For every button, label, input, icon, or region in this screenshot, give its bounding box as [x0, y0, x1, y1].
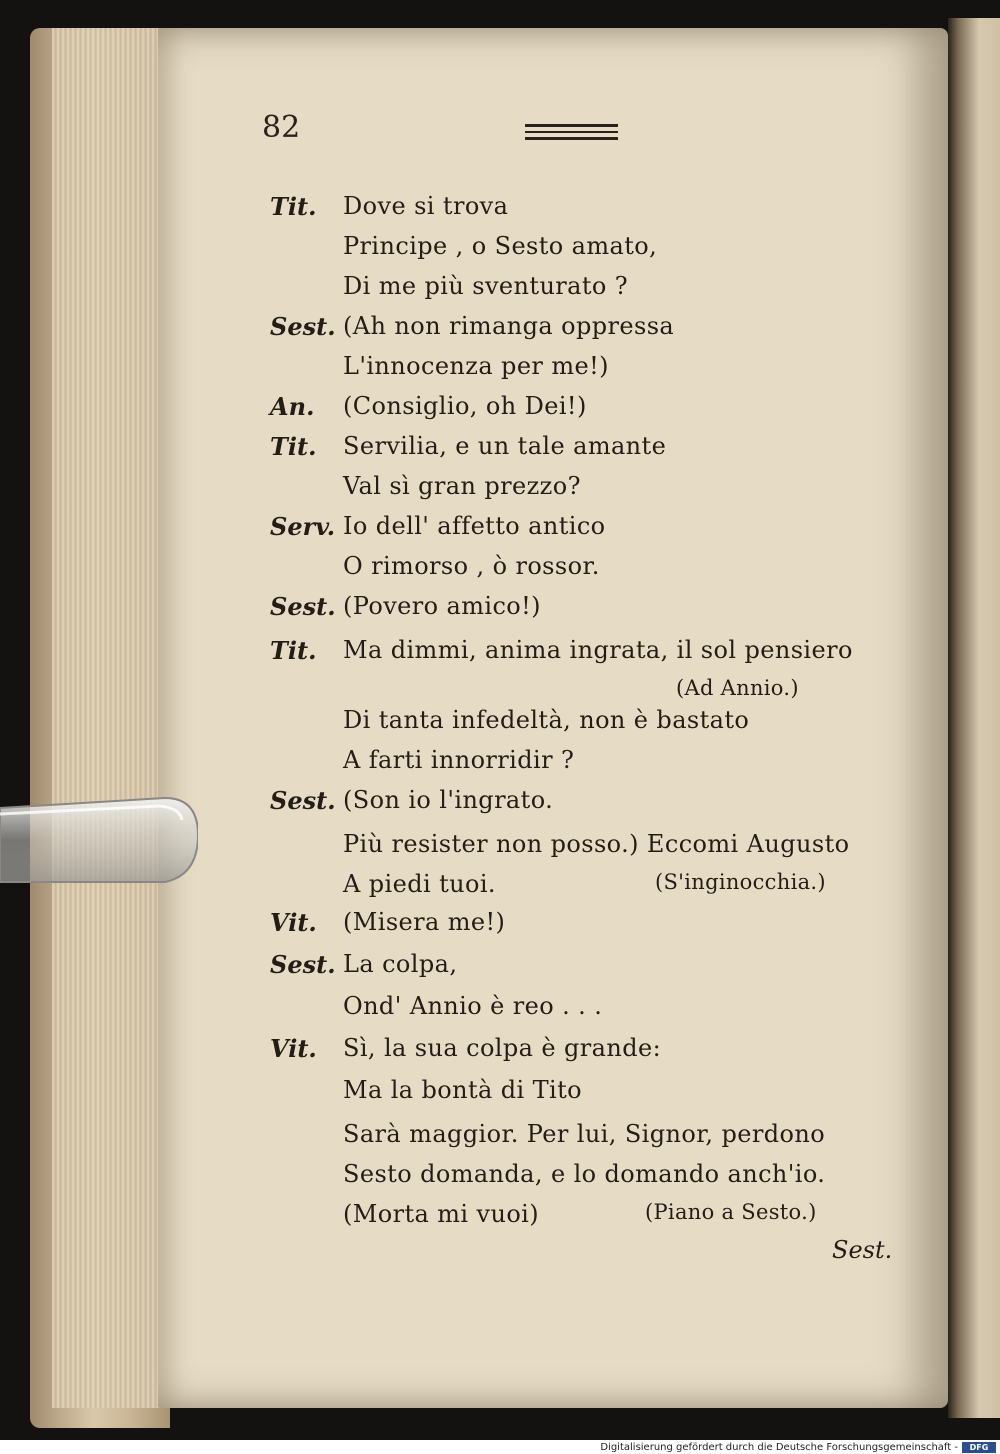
- speaker-name: Serv.: [270, 512, 336, 541]
- verse-text: A farti innorridir ?: [343, 746, 575, 774]
- header-rule: [525, 124, 618, 140]
- verse-text: Di me più sventurato ?: [343, 272, 629, 300]
- speaker-name: Vit.: [270, 908, 317, 937]
- dialogue-line: [0, 950, 948, 990]
- dialogue-line: [0, 552, 948, 592]
- verse-text: (Povero amico!): [343, 592, 541, 620]
- footer-credit: Digitalisierung gefördert durch die Deutsche Forschungsgemeinschaft -: [600, 1442, 958, 1453]
- stage-direction: (Ad Annio.): [676, 676, 799, 700]
- speaker-name: Vit.: [270, 1034, 317, 1063]
- dialogue-line: [0, 352, 948, 392]
- facing-page-edge: [948, 18, 1000, 1418]
- dialogue-line: [0, 786, 948, 826]
- dfg-logo: DFG: [962, 1442, 996, 1453]
- dialogue-line: [0, 432, 948, 472]
- dialogue-line: [0, 992, 948, 1032]
- verse-text: Più resister non posso.) Eccomi Augusto: [343, 830, 850, 858]
- dialogue-line: [0, 1076, 948, 1116]
- speaker-name: Sest.: [270, 950, 336, 979]
- dialogue-line: [0, 830, 948, 870]
- footer-bar: [0, 1440, 1000, 1454]
- dialogue-line: [0, 746, 948, 786]
- verse-text: O rimorso , ò rossor.: [343, 552, 600, 580]
- dialogue-line: [0, 908, 948, 948]
- verse-text: (Son io l'ingrato.: [343, 786, 554, 814]
- catchword: Sest.: [832, 1236, 893, 1264]
- dialogue-line: [0, 192, 948, 232]
- verse-text: Ma dimmi, anima ingrata, il sol pensiero: [343, 636, 853, 664]
- speaker-name: Tit.: [270, 432, 317, 461]
- dialogue-line: [0, 1120, 948, 1160]
- verse-text: (Ah non rimanga oppressa: [343, 312, 675, 340]
- dialogue-line: [0, 1034, 948, 1074]
- verse-text: Di tanta infedeltà, non è bastato: [343, 706, 750, 734]
- dialogue-line: [0, 1160, 948, 1200]
- dialogue-line: [0, 706, 948, 746]
- speaker-name: Sest.: [270, 312, 336, 341]
- speaker-name: Sest.: [270, 786, 336, 815]
- page-number: 82: [262, 110, 301, 145]
- speaker-name: An.: [270, 392, 315, 421]
- dialogue-line: [0, 870, 948, 910]
- verse-text: (Morta mi vuoi): [343, 1200, 540, 1228]
- speaker-name: Tit.: [270, 192, 317, 221]
- verse-text: L'innocenza per me!): [343, 352, 609, 380]
- dialogue-line: [0, 272, 948, 312]
- verse-text: Ond' Annio è reo . . .: [343, 992, 603, 1020]
- speaker-name: Tit.: [270, 636, 317, 665]
- verse-text: Ma la bontà di Tito: [343, 1076, 583, 1104]
- dialogue-line: [0, 312, 948, 352]
- dialogue-line: [0, 636, 948, 676]
- verse-text: Dove si trova: [343, 192, 509, 220]
- dialogue-line: [0, 472, 948, 512]
- verse-text: Val sì gran prezzo?: [343, 472, 581, 500]
- dialogue-line: [0, 592, 948, 632]
- verse-text: A piedi tuoi.: [343, 870, 496, 898]
- stage-direction: (Piano a Sesto.): [645, 1200, 817, 1224]
- verse-text: Servilia, e un tale amante: [343, 432, 667, 460]
- verse-text: Io dell' affetto antico: [343, 512, 606, 540]
- dialogue-line: [0, 1200, 948, 1240]
- verse-text: Principe , o Sesto amato,: [343, 232, 658, 260]
- verse-text: (Consiglio, oh Dei!): [343, 392, 587, 420]
- verse-text: (Misera me!): [343, 908, 506, 936]
- dialogue-line: [0, 232, 948, 272]
- dialogue-line: [0, 392, 948, 432]
- speaker-name: Sest.: [270, 592, 336, 621]
- verse-text: Sarà maggior. Per lui, Signor, perdono: [343, 1120, 826, 1148]
- verse-text: Sì, la sua colpa è grande:: [343, 1034, 662, 1062]
- verse-text: Sesto domanda, e lo domando anch'io.: [343, 1160, 826, 1188]
- stage-direction: (S'inginocchia.): [655, 870, 826, 894]
- dialogue-line: [0, 512, 948, 552]
- verse-text: La colpa,: [343, 950, 458, 978]
